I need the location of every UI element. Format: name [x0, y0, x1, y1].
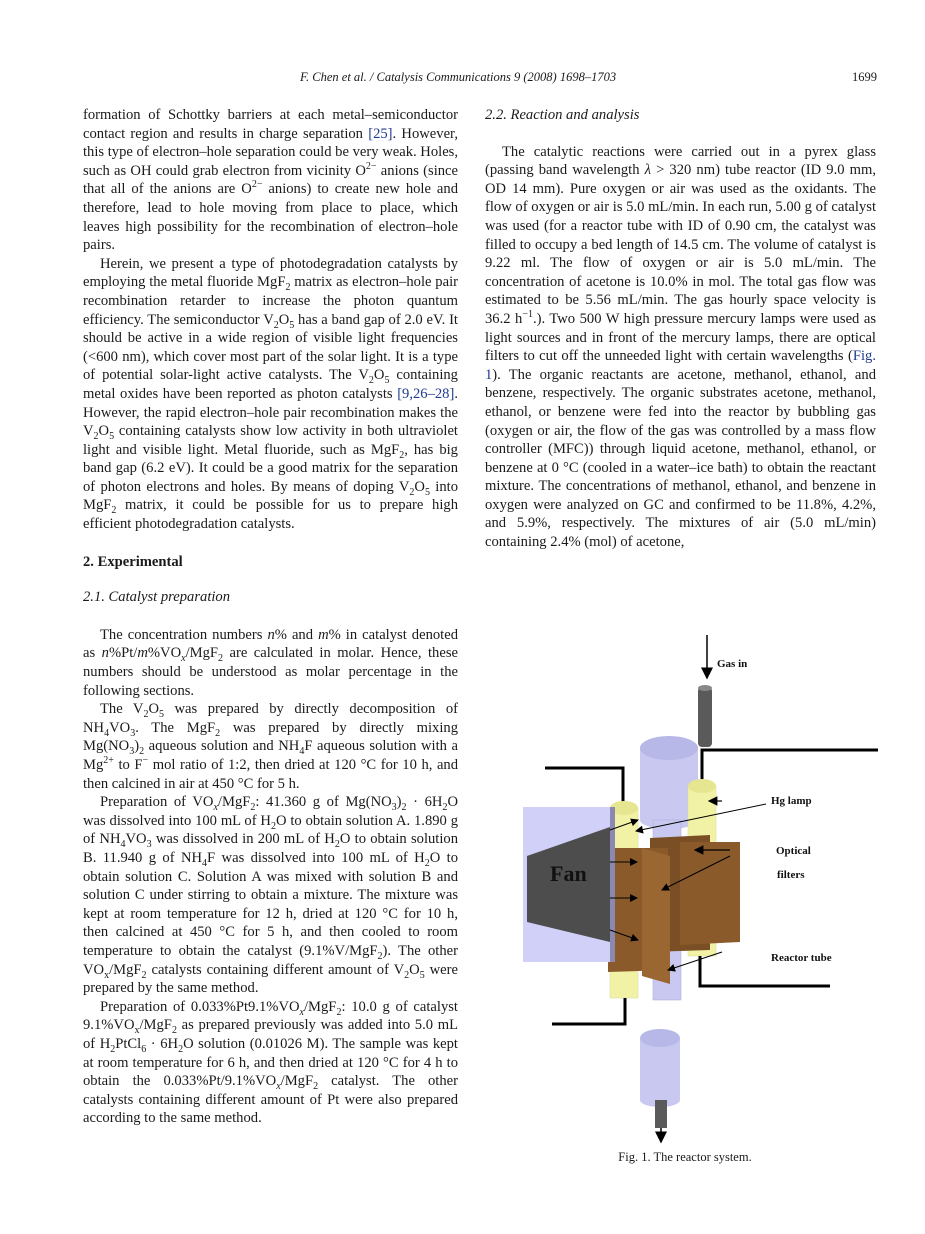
left-lamp-wire-top: [545, 768, 623, 808]
paragraph: formation of Schottky barriers at each metal–semiconductor contact region and results in charge separation [25]. However, this type of electron–hole separation could be very weak. Holes, such as OH could grab electron from vicinity $O^{2-}$ anions (since that all of the anions are $O^{2-}$ anions) to create new hole and therefore, lead to hole moving from place to place, which leaves high possibility for the recombination of electron–hole pairs.: [83, 107, 458, 254]
paragraph: The concentration numbers n% and m% in catalyst denoted as $n\%Pt/m\%VO_x/MgF_2$ are calculated in molar. Hence, these numbers should be understood as molar percentage in the following sections.: [83, 626, 458, 699]
figure-caption: Fig. 1. The reactor system.: [618, 1150, 752, 1164]
bottom-tube-cap: [640, 1038, 680, 1100]
paragraph: Preparation of $VO_x/MgF_2$: 41.360 g of $Mg(NO_3)_2 \cdot 6H_2O$ was dissolved into 100 mL of $H_2O$ to obtain solution A. 1.890 g of $NH_4VO_3$ was dissolved in 200 mL of $H_2O$ to obtain solution B. 11.940 g of $NH_4F$ was dissolved into 100 mL of $H_2O$ to obtain solution C. Solution A was mixed with solution B and solution C under stirring to obtain a mixture. The mixture was kept at room temperature for 12 h, dried at 120 °C for 10 h, then calcined at 450 °C for 5 h, and then cooled to room temperature to obtain the catalyst (9.1%V/MgF$_2$). The other $VO_x/MgF_2$ catalysts containing different amount of $V_2O_5$ were prepared by the same method.: [83, 794, 459, 997]
outlet-pipe: [655, 1100, 667, 1128]
left-column: [83, 106, 458, 1128]
page-number: 1699: [852, 70, 877, 84]
label-filters: filters: [777, 869, 805, 881]
label-optical: Optical: [776, 845, 811, 857]
figure-reactor-system: [490, 630, 880, 1170]
subsection-heading: 2.1. Catalyst preparation: [83, 589, 231, 606]
label-reactor-tube: Reactor tube: [771, 952, 832, 964]
paragraph: The catalytic reactions were carried out in a pyrex glass (passing band wavelength λ > 320 nm) tube reactor (ID 9.0 mm, OD 14 mm). Pure oxygen or air was used as the oxidants. The flow of oxygen or air is 5.0 mL/min. In each run, 5.00 g of catalyst was used (for a reactor tube with ID of 0.90 cm, the catalyst was filled to occupy a bed length of 14.5 cm. The volume of catalyst is 9.22 ml. The flow of oxygen or air is 5.0 mL/min. The concentration of acetone is 10.0% in mol. The total gas flow was estimated to be 5.56 mL/min. The gas hourly space velocity is 36.2 $h^{-1}$.). Two 500 W high pressure mercury lamps were used as light sources and in front of the mercury lamps, there are optical filters to cut off the unneeded light with certain wavelengths (Fig. 1). The organic reactants are acetone, methanol, ethanol, and benzene, respectively. The organic substrates acetone, methanol, ethanol, or benzene were fed into the reactor by bubbling gas (oxygen or air, the flow of the gas was controlled by a mass flow controller (MFC)) through liquid acetone, methanol, ethanol, or benzene at 0 °C (cooled in a water–ice bath) to obtain the reactant mixture. The concentrations of methanol, ethanol, and benzene in oxygen were analyzed on GC and confirmed to be 11.8%, 4.2%, and 5.9%, respectively. The mixtures of air (5.0 mL/min) containing 2.4% (mol) of acetone,: [485, 143, 877, 551]
paragraph: Herein, we present a type of photodegradation catalysts by employing the metal fluoride MgF$_2$ matrix as electron–hole pair recombination retarder to increase the photon quantum efficiency. The semiconductor $V_2O_5$ has a band gap of 2.0 eV. It should be active in a wide region of visible light frequencies (<600 nm), which cover most part of the solar light. It is a type of potential solar-light active catalysts. The $V_2O_5$ containing metal oxides have been reported as photon catalysts [9,26–28]. However, the rapid electron–hole pair recombination makes the $V_2O_5$ containing catalysts show low activity in both ultraviolet light and visible light. Metal fluoride, such as MgF$_2$, has big band gap (6.2 eV). It could be a good matrix for the separation of photon electrons and holes. By means of doping $V_2O_5$ into MgF$_2$ matrix, it could be possible for us to prepare high efficient photodegradation catalysts.: [83, 255, 458, 533]
paragraph: The $V_2O_5$ was prepared by directly decomposition of $NH_4VO_3$. The MgF$_2$ was prepared by directly mixing $Mg(NO_3)_2$ aqueous solution and $NH_4F$ aqueous solution with a $Mg^{2+}$ to F− mol ratio of 1:2, then dried at 120 °C for 10 h, and then calcined in air at 450 °C for 5 h.: [83, 701, 459, 792]
subsection-heading: 2.2. Reaction and analysis: [485, 107, 640, 123]
citation-link[interactable]: [25]: [368, 125, 393, 142]
journal-citation: F. Chen et al. / Catalysis Communications 9 (2008) 1698–1703: [300, 70, 617, 84]
reactor-diagram: [490, 630, 880, 1150]
right-lamp-wire-top: [702, 750, 878, 780]
label-gas-in: Gas in: [717, 658, 748, 670]
label-hg-lamp: Hg lamp: [771, 795, 812, 807]
right-column: [485, 106, 876, 552]
citation-link[interactable]: [9,26–28]: [397, 385, 455, 402]
label-fan: Fan: [550, 861, 587, 886]
inlet-pipe: [698, 687, 712, 747]
figure-link[interactable]: Fig. 1: [485, 348, 876, 383]
left-lamp-wire-bottom: [552, 998, 625, 1024]
paragraph: Preparation of $0.033\%Pt9.1\%VO_x/MgF_2$: 10.0 g of catalyst $9.1\%VO_x/MgF_2$ as prepared previously was added into 5.0 mL of $H_2PtCl_6 \cdot 6H_2O$ solution (0.01026 M). The sample was kept at room temperature for 6 h, and then dried at 120 °C for 4 h to obtain the $0.033\%Pt/9.1\%VO_x/MgF_2$ catalyst. The other catalysts containing different amount of Pt were also prepared according to the same method.: [83, 998, 458, 1127]
section-heading: 2. Experimental: [83, 553, 183, 570]
